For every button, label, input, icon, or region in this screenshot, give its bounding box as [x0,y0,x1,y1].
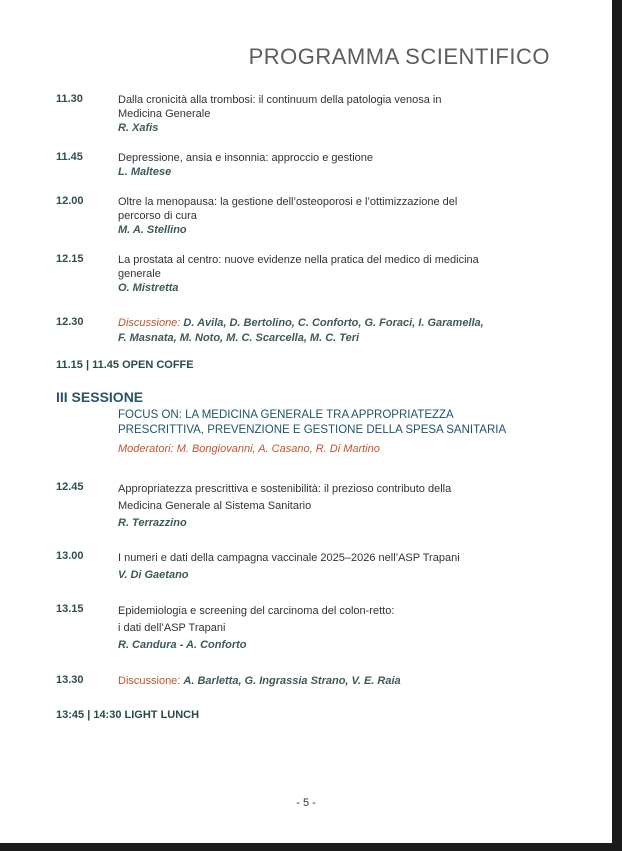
focus-title [118,408,538,438]
talk-title-line: percorso di cura [118,210,197,222]
speaker-name: R. Terrazzino [118,517,187,529]
discussion-item [118,674,558,688]
page-title: PROGRAMMA SCIENTIFICO [248,44,550,69]
talk-title-line: Dalla cronicità alla trombosi: il continuum della patologia venosa in [118,94,442,106]
discussion-names: F. Masnata, M. Noto, M. C. Scarcella, M. C. Teri [118,332,360,344]
talk-title-line: Medicina Generale al Sistema Sanitario [118,500,312,512]
session-time: 13.00 [56,550,84,562]
discussion-item [118,316,558,346]
discussion-names: D. Avila, D. Bertolino, C. Conforto, G. Foraci, I. Garamella, [183,317,484,329]
talk-title-line: generale [118,268,161,280]
talk-title-line: Oltre la menopausa: la gestione dell’osteoporosi e l’ottimizzazione del [118,196,458,208]
session-time: 11.45 [56,151,83,163]
talk-title-line: i dati dell’ASP Trapani [118,622,226,634]
speaker-name: L. Maltese [118,166,172,178]
session-time: 12.30 [56,316,84,328]
session-time: 12.15 [56,253,84,265]
moderators: Moderatori: M. Bongiovanni, A. Casano, R. Di Martino [118,443,380,455]
talk-title-line: Appropriatezza prescrittiva e sostenibilità: il prezioso contributo della [118,483,452,495]
session-time: 12.00 [56,195,84,207]
discussion-names: A. Barletta, G. Ingrassia Strano, V. E. Raia [183,675,401,687]
speaker-name: O. Mistretta [118,282,179,294]
talk-item [118,93,558,135]
talk-title-line: Epidemiologia e screening del carcinoma del colon-retto: [118,605,395,617]
talk-title-line: La prostata al centro: nuove evidenze nella pratica del medico di medicina [118,254,479,266]
talk-item [118,550,558,584]
talk-title-line: Depressione, ansia e insonnia: approccio e gestione [118,152,373,164]
talk-item [118,151,558,179]
talk-item [118,195,558,237]
speaker-name: R. Xafis [118,122,159,134]
talk-title-line: I numeri e dati della campagna vaccinale 2025–2026 nell’ASP Trapani [118,552,460,564]
talk-item [118,481,558,532]
lunch-break: 13:45 | 14:30 LIGHT LUNCH [56,709,200,721]
speaker-name: V. Di Gaetano [118,569,189,581]
session-time: 12.45 [56,481,84,493]
talk-title-line: Medicina Generale [118,108,211,120]
coffee-break: 11.15 | 11.45 OPEN COFFE [56,359,194,371]
discussion-label: Discussione: [118,675,181,687]
focus-title-line: FOCUS ON: LA MEDICINA GENERALE TRA APPROPRIATEZZA [118,409,454,421]
focus-title-line: PRESCRITTIVA, PREVENZIONE E GESTIONE DELLA SPESA SANITARIA [118,424,507,436]
speaker-name: R. Candura - A. Conforto [118,639,247,651]
talk-item [118,603,558,654]
page-number: - 5 - [296,797,316,809]
session-heading: III SESSIONE [56,389,144,405]
session-time: 13.30 [56,674,84,686]
talk-item [118,253,558,295]
session-time: 11.30 [56,93,83,105]
discussion-label: Discussione: [118,317,181,329]
speaker-name: M. A. Stellino [118,224,187,236]
session-time: 13.15 [56,603,84,615]
